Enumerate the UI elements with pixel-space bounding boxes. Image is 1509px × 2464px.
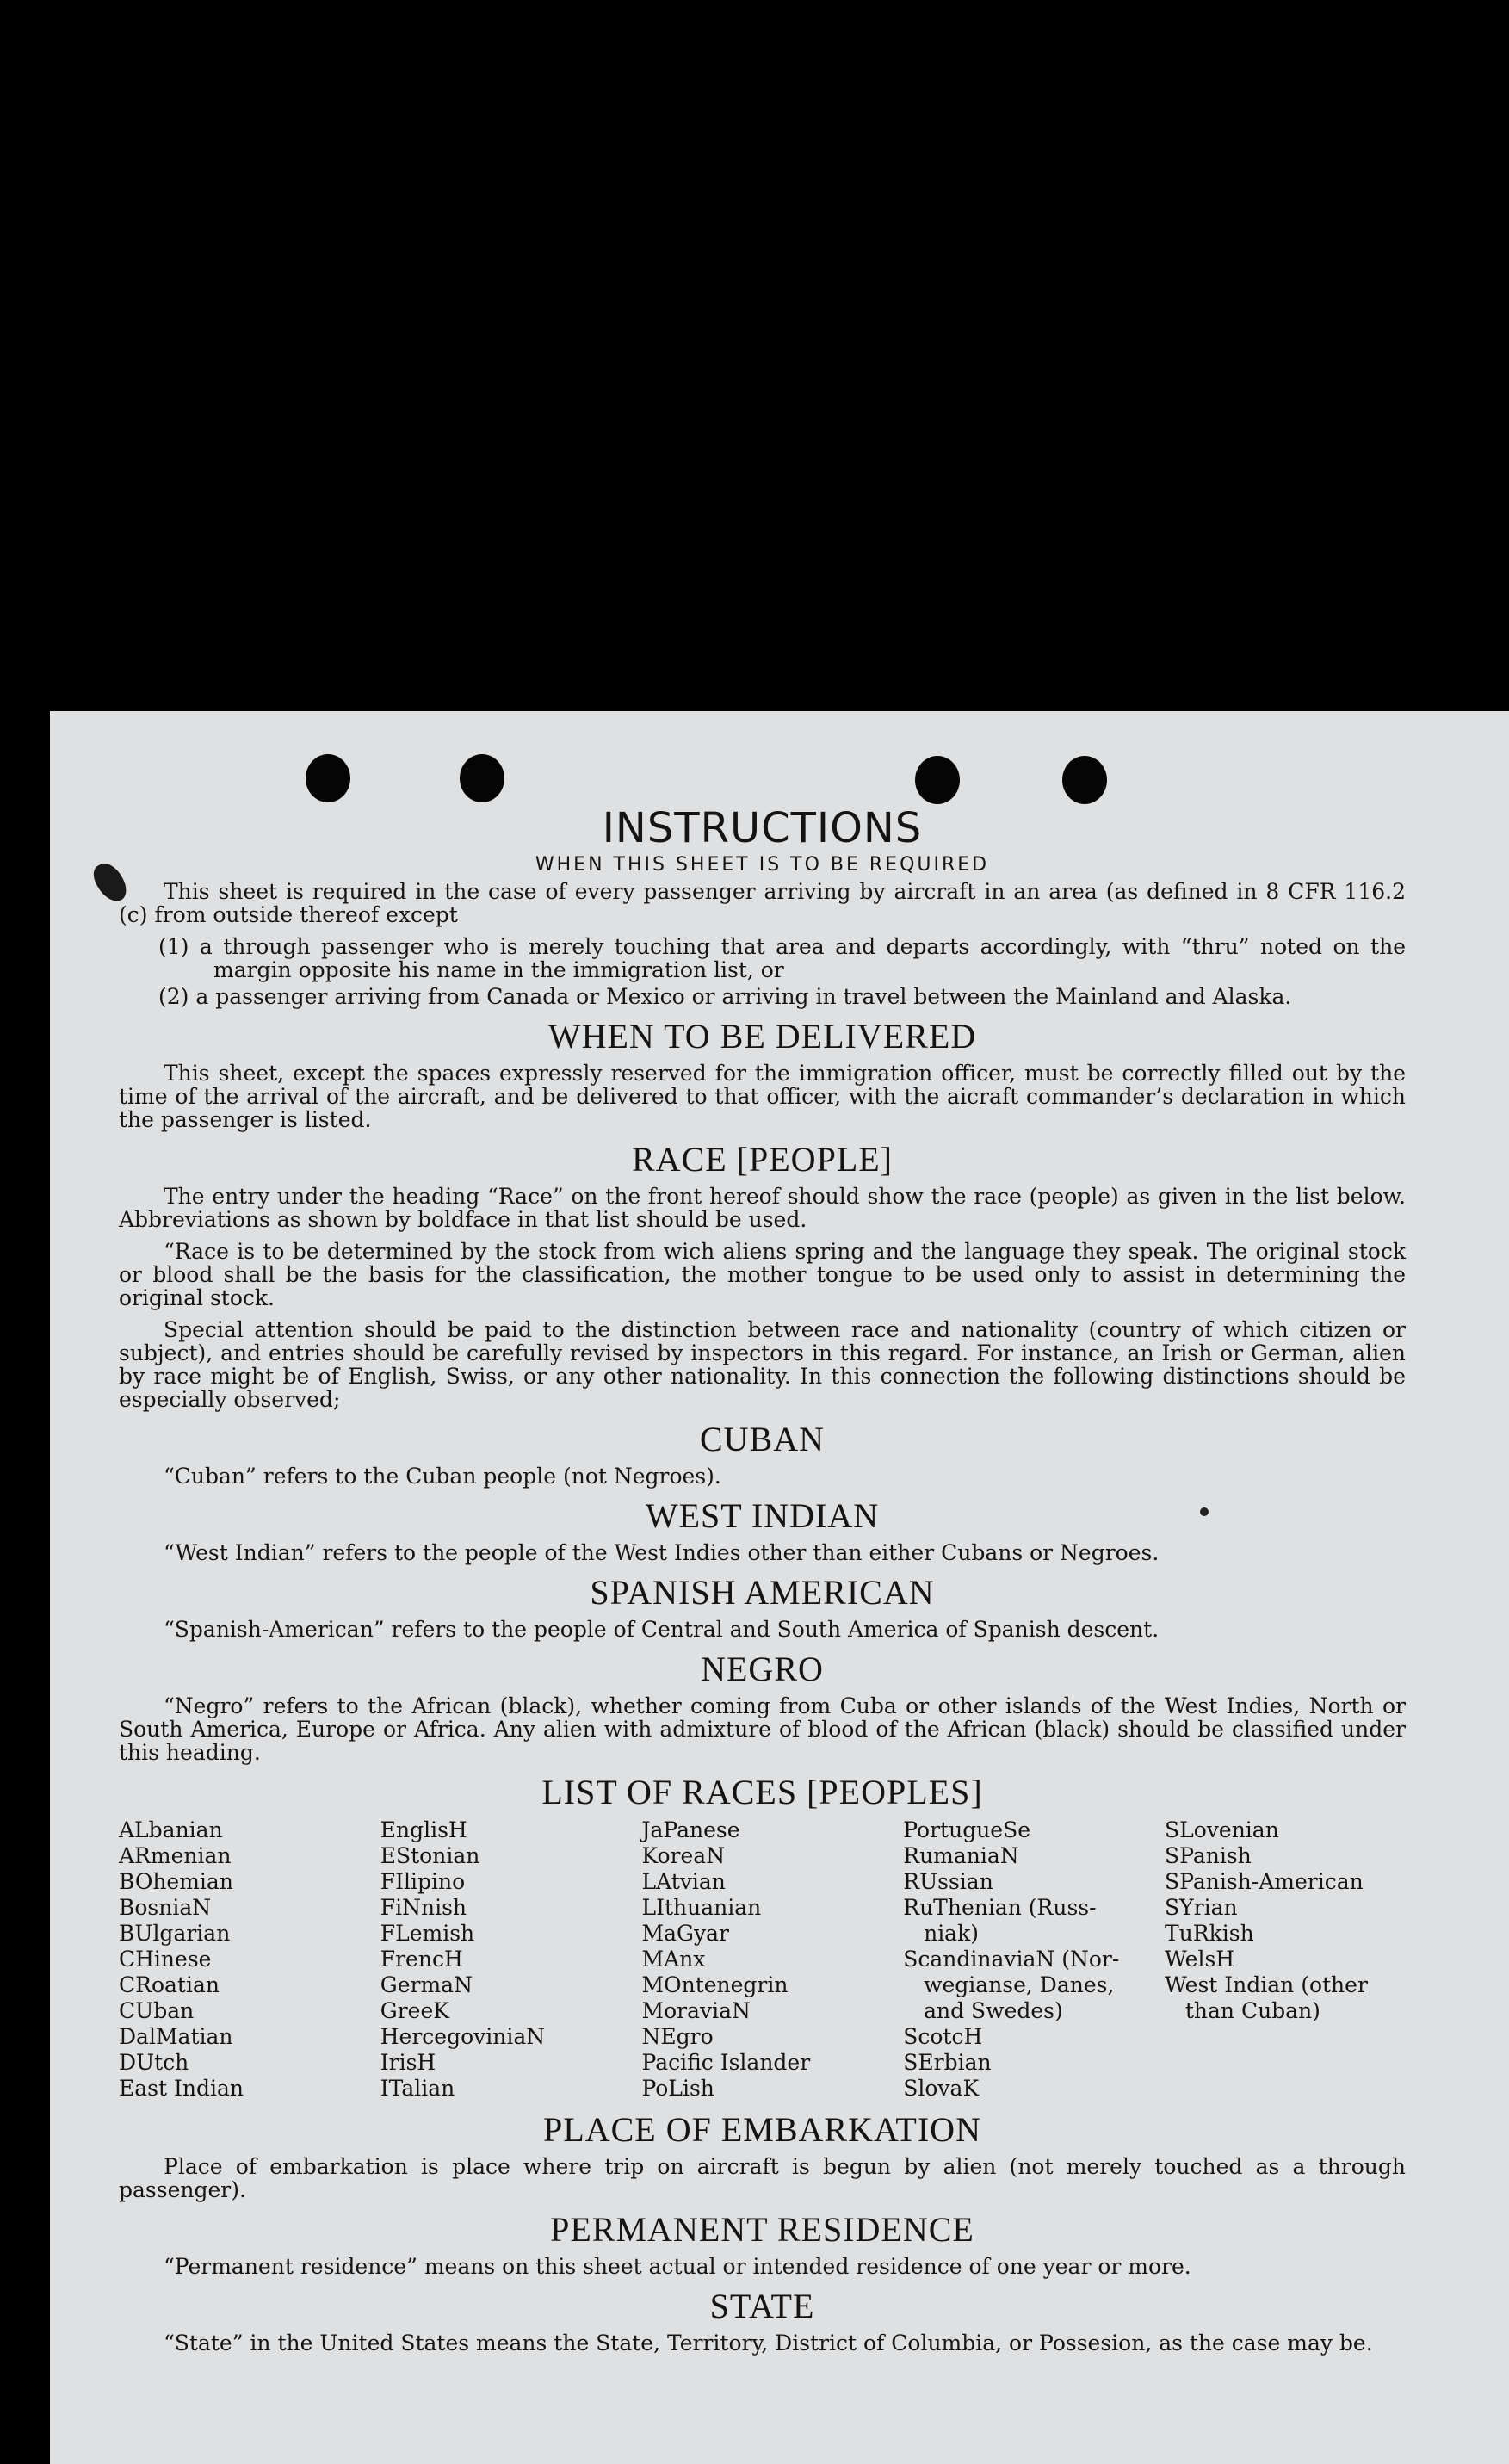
- race-paragraph-1: The entry under the heading “Race” on the front hereof should show the race (people) as given in the list below. Abbreviations as shown by boldface in that list should be used.: [119, 1184, 1406, 1232]
- race-entry: MaGyar: [641, 1921, 729, 1946]
- race-entry: ScotcH: [903, 2024, 983, 2049]
- exception-item: (2) a passenger arriving from Canada or Mexico or arriving in travel between the Mainland and Alaska.: [158, 984, 1292, 1009]
- race-entry: KoreaN: [641, 1843, 726, 1868]
- delivered-paragraph: This sheet, except the spaces expressly reserved for the immigration officer, must be correctly filled out by the time of the arrival of the aircraft, and be delivered to that officer, with the aicraft commander’s declaration in which the passenger is listed.: [119, 1061, 1406, 1132]
- race-entry: RuThenian (Russ-: [903, 1895, 1097, 1920]
- section-heading-west-indian: WEST INDIAN: [645, 1496, 880, 1535]
- races-list: [119, 1817, 1406, 2102]
- race-entry: EnglisH: [380, 1817, 467, 1842]
- race-entry: SPanish: [1165, 1843, 1252, 1868]
- page-subtitle: WHEN THIS SHEET IS TO BE REQUIRED: [535, 854, 990, 876]
- section-heading-delivered: WHEN TO BE DELIVERED: [547, 1017, 977, 1056]
- punch-hole: [915, 756, 960, 804]
- race-entry: DalMatian: [119, 2024, 233, 2049]
- document-page: [50, 711, 1509, 2464]
- section-heading-negro: NEGRO: [701, 1650, 824, 1688]
- race-entry: PortugueSe: [903, 1817, 1031, 1842]
- race-entry: CUban: [119, 1998, 195, 2023]
- race-entry: ITalian: [380, 2076, 455, 2101]
- race-entry: TuRkish: [1165, 1921, 1254, 1946]
- embarkation-paragraph: Place of embarkation is place where trip on aircraft is begun by alien (not merely touched as a through passenger).: [119, 2154, 1406, 2202]
- race-entry: East Indian: [119, 2076, 244, 2101]
- race-entry: SLovenian: [1165, 1817, 1279, 1842]
- section-heading-spanish-american: SPANISH AMERICAN: [590, 1573, 935, 1612]
- race-entry: FiNnish: [380, 1895, 467, 1920]
- race-entry: DUtch: [119, 2050, 189, 2075]
- section-heading-residence: PERMANENT RESIDENCE: [550, 2210, 974, 2249]
- race-entry: SYrian: [1165, 1895, 1238, 1920]
- race-entry: and Swedes): [903, 1998, 1063, 2023]
- race-entry: SPanish-American: [1165, 1869, 1364, 1894]
- race-entry: BOhemian: [119, 1869, 233, 1894]
- race-entry: ScandinaviaN (Nor-: [903, 1947, 1120, 1972]
- section-heading-embarkation: PLACE OF EMBARKATION: [543, 2110, 981, 2149]
- race-entry: CRoatian: [119, 1972, 220, 1997]
- races-column: [1165, 1817, 1406, 2102]
- race-entry: LAtvian: [641, 1869, 726, 1894]
- race-entry: MOntenegrin: [641, 1972, 789, 1997]
- race-entry: SlovaK: [903, 2076, 980, 2101]
- race-entry: RumaniaN: [903, 1843, 1019, 1868]
- instructions-content: [119, 806, 1406, 2363]
- page-title: INSTRUCTIONS: [602, 804, 923, 852]
- race-entry: FrencH: [380, 1947, 463, 1972]
- race-entry: than Cuban): [1165, 1998, 1320, 2023]
- race-paragraph-2: “Race is to be determined by the stock from wich aliens spring and the language they speak. The original stock or blood shall be the basis for the classification, the mother tongue to be used only to assist in determining the original stock.: [119, 1239, 1406, 1310]
- spanish-american-paragraph: “Spanish-American” refers to the people of Central and South America of Spanish descent.: [164, 1617, 1160, 1642]
- race-entry: HercegoviniaN: [380, 2024, 546, 2049]
- race-entry: PoLish: [641, 2076, 714, 2101]
- race-entry: wegianse, Danes,: [903, 1972, 1115, 1997]
- exception-item: (1) a through passenger who is merely touching that area and departs accordingly, with “thru” noted on the margin opposite his name in the immigration list, or: [158, 934, 1406, 982]
- punch-hole: [306, 754, 350, 802]
- race-entry: EStonian: [380, 1843, 480, 1868]
- race-entry: NEgro: [641, 2024, 714, 2049]
- residence-paragraph: “Permanent residence” means on this sheet actual or intended residence of one year or more.: [164, 2254, 1191, 2279]
- races-column: [903, 1817, 1144, 2102]
- state-paragraph: “State” in the United States means the State, Territory, District of Columbia, or Possesion, as the case may be.: [164, 2331, 1373, 2356]
- race-entry: ALbanian: [119, 1817, 223, 1842]
- punch-hole: [1062, 756, 1107, 804]
- race-entry: SErbian: [903, 2050, 992, 2075]
- races-column: [119, 1817, 360, 2102]
- cuban-paragraph: “Cuban” refers to the Cuban people (not Negroes).: [164, 1464, 721, 1489]
- race-entry: FIlipino: [380, 1869, 466, 1894]
- race-entry: CHinese: [119, 1947, 212, 1972]
- race-entry: GreeK: [380, 1998, 449, 2023]
- section-heading-list-of-races: LIST OF RACES [PEOPLES]: [541, 1773, 983, 1811]
- race-entry: FLemish: [380, 1921, 475, 1946]
- west-indian-paragraph: “West Indian” refers to the people of the West Indies other than either Cubans or Negroes.: [164, 1540, 1160, 1565]
- race-entry: BUlgarian: [119, 1921, 231, 1946]
- races-column: [642, 1817, 883, 2102]
- race-entry: West Indian (other: [1165, 1972, 1368, 1997]
- section-heading-state: STATE: [709, 2287, 815, 2325]
- race-paragraph-3: Special attention should be paid to the distinction between race and nationality (country of which citizen or subject), and entries should be carefully revised by inspectors in this regard. For instance, an Irish or German, alien by race might be of English, Swiss, or any other nationality. In this connection the following distinctions should be especially observed;: [119, 1317, 1406, 1412]
- race-entry: Pacific Islander: [641, 2050, 811, 2075]
- race-entry: LIthuanian: [641, 1895, 762, 1920]
- race-entry: MoraviaN: [641, 1998, 751, 2023]
- section-heading-cuban: CUBAN: [699, 1420, 826, 1458]
- race-entry: IrisH: [380, 2050, 436, 2075]
- race-entry: MAnx: [641, 1947, 706, 1972]
- races-column: [380, 1817, 622, 2102]
- race-entry: niak): [903, 1921, 979, 1946]
- race-entry: BosniaN: [119, 1895, 212, 1920]
- race-entry: GermaN: [380, 1972, 473, 1997]
- race-entry: ARmenian: [119, 1843, 232, 1868]
- race-entry: RUssian: [903, 1869, 993, 1894]
- race-entry: JaPanese: [641, 1817, 740, 1842]
- race-entry: WelsH: [1165, 1947, 1235, 1972]
- section-heading-race: RACE [PEOPLE]: [632, 1140, 893, 1179]
- negro-paragraph: “Negro” refers to the African (black), whether coming from Cuba or other islands of the West Indies, North or South America, Europe or Africa. Any alien with admixture of blood of the African (black) should be classified under this heading.: [119, 1693, 1406, 1765]
- punch-hole: [460, 754, 504, 802]
- intro-paragraph: This sheet is required in the case of every passenger arriving by aircraft in an area (as defined in 8 CFR 116.2 (c) from outside thereof except: [119, 879, 1406, 927]
